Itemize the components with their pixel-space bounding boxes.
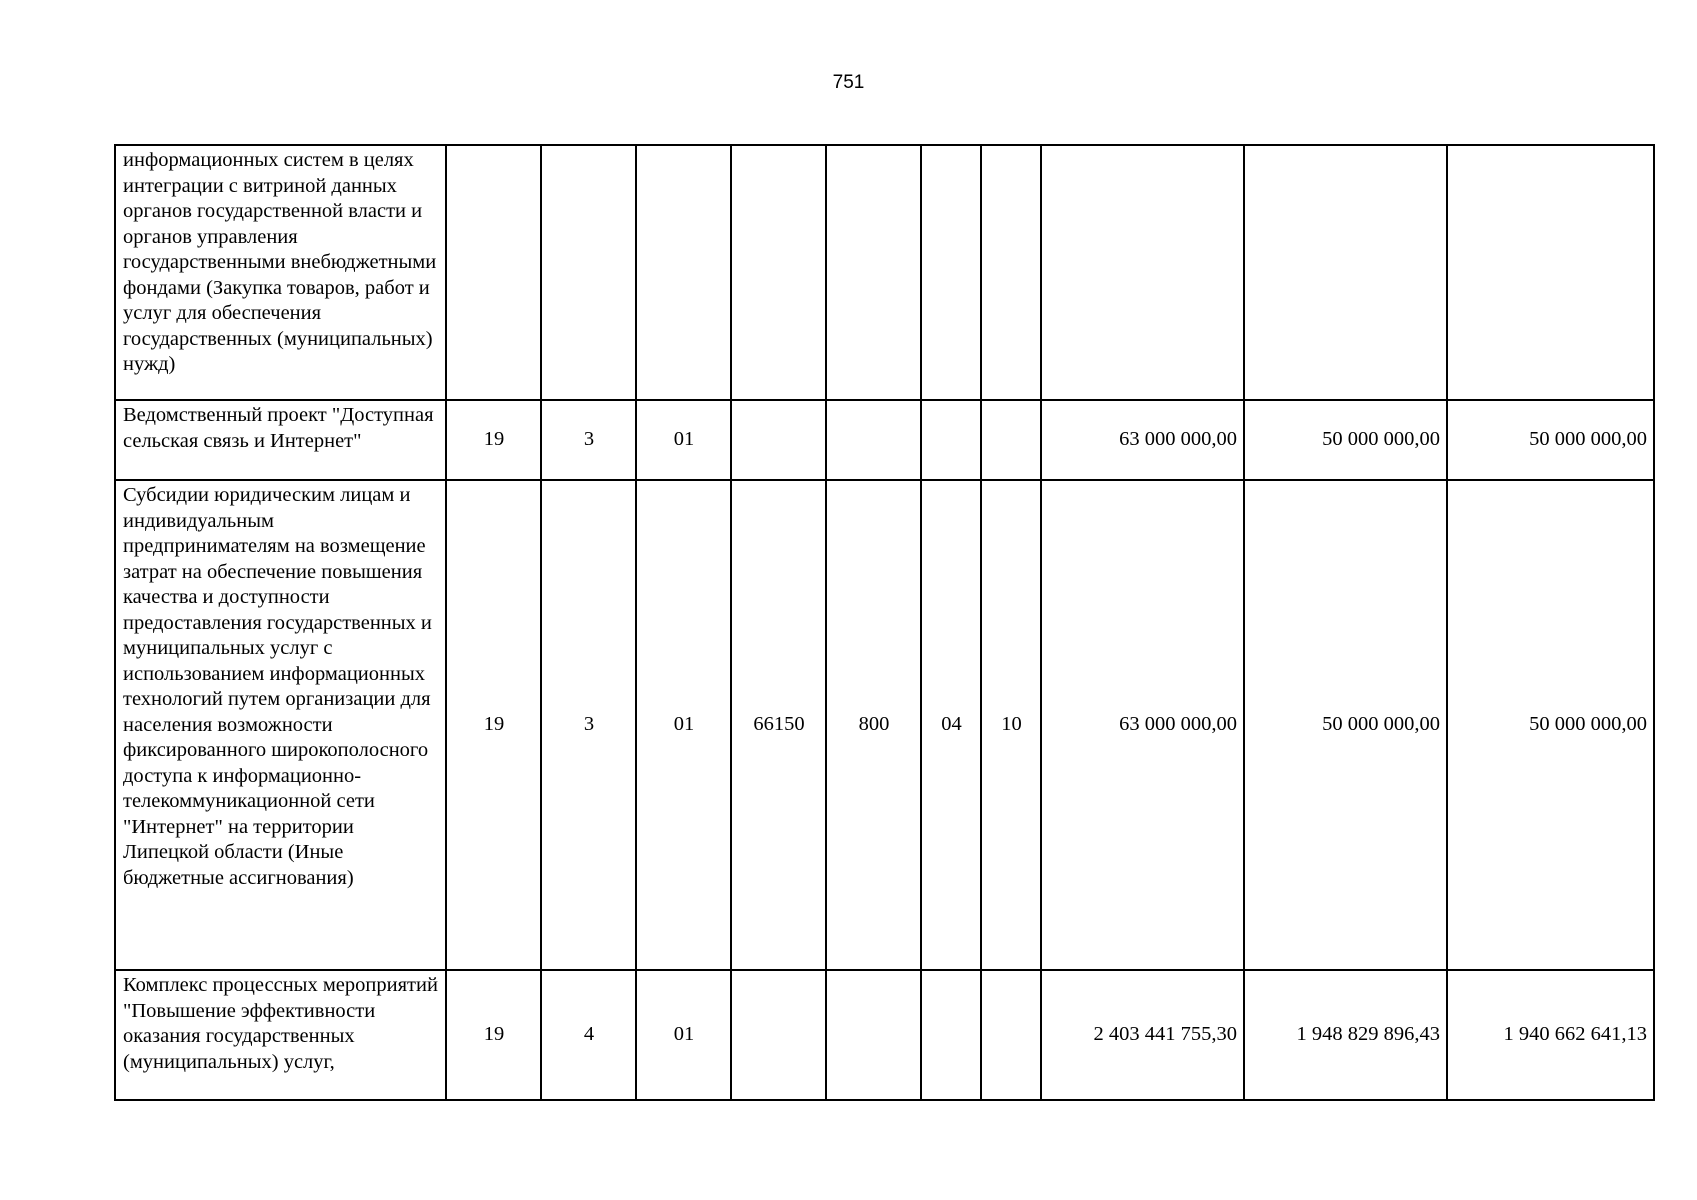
subprogram-code bbox=[541, 145, 636, 400]
section-code: 04 bbox=[921, 480, 981, 970]
table-row bbox=[115, 400, 1654, 480]
direction-code bbox=[731, 145, 826, 400]
expense-type-code bbox=[826, 970, 921, 1100]
subprogram-code: 4 bbox=[541, 970, 636, 1100]
expense-type-code bbox=[826, 400, 921, 480]
subsection-code bbox=[981, 970, 1041, 1100]
page-number: 751 bbox=[832, 72, 865, 93]
sum-year-2 bbox=[1244, 145, 1447, 400]
sum-year-1 bbox=[1041, 145, 1244, 400]
subsection-code: 10 bbox=[981, 480, 1041, 970]
subprogram-code: 3 bbox=[541, 480, 636, 970]
row-name: Субсидии юридическим лицам и индивидуальным предпринимателям на возмещение затрат на обеспечение повышения качества и доступности предоставления государственных и муниципальных услуг с использованием информационных технологий путем организации для населения возможности фиксированного широкополосного доступа к информационно-телекоммуникационной сети "Интернет" на территории Липецкой области (Иные бюджетные ассигнования) bbox=[115, 480, 446, 970]
expense-type-code: 800 bbox=[826, 480, 921, 970]
section-code bbox=[921, 400, 981, 480]
sum-year-2: 50 000 000,00 bbox=[1244, 400, 1447, 480]
subprogram-code: 3 bbox=[541, 400, 636, 480]
program-code: 19 bbox=[446, 970, 541, 1100]
sum-year-3 bbox=[1447, 145, 1654, 400]
table-row bbox=[115, 145, 1654, 400]
direction-code bbox=[731, 400, 826, 480]
event-code: 01 bbox=[636, 400, 731, 480]
sum-year-2: 1 948 829 896,43 bbox=[1244, 970, 1447, 1100]
program-code: 19 bbox=[446, 480, 541, 970]
event-code bbox=[636, 145, 731, 400]
section-code bbox=[921, 145, 981, 400]
sum-year-2: 50 000 000,00 bbox=[1244, 480, 1447, 970]
direction-code: 66150 bbox=[731, 480, 826, 970]
row-name: информационных систем в целях интеграции с витриной данных органов государственной власти и органов управления государственными внебюджетными фондами (Закупка товаров, работ и услуг для обеспечения государственных (муниципальных) нужд) bbox=[115, 145, 446, 400]
event-code: 01 bbox=[636, 480, 731, 970]
event-code: 01 bbox=[636, 970, 731, 1100]
expense-type-code bbox=[826, 145, 921, 400]
sum-year-1: 63 000 000,00 bbox=[1041, 400, 1244, 480]
sum-year-1: 2 403 441 755,30 bbox=[1041, 970, 1244, 1100]
sum-year-3: 1 940 662 641,13 bbox=[1447, 970, 1654, 1100]
table-row bbox=[115, 480, 1654, 970]
section-code bbox=[921, 970, 981, 1100]
sum-year-1: 63 000 000,00 bbox=[1041, 480, 1244, 970]
subsection-code bbox=[981, 400, 1041, 480]
subsection-code bbox=[981, 145, 1041, 400]
program-code bbox=[446, 145, 541, 400]
row-name: Комплекс процессных мероприятий "Повышение эффективности оказания государственных (муниципальных) услуг, bbox=[115, 970, 446, 1100]
sum-year-3: 50 000 000,00 bbox=[1447, 480, 1654, 970]
sum-year-3: 50 000 000,00 bbox=[1447, 400, 1654, 480]
budget-table bbox=[114, 144, 1655, 1101]
program-code: 19 bbox=[446, 400, 541, 480]
direction-code bbox=[731, 970, 826, 1100]
row-name: Ведомственный проект "Доступная сельская связь и Интернет" bbox=[115, 400, 446, 480]
table-row bbox=[115, 970, 1654, 1100]
